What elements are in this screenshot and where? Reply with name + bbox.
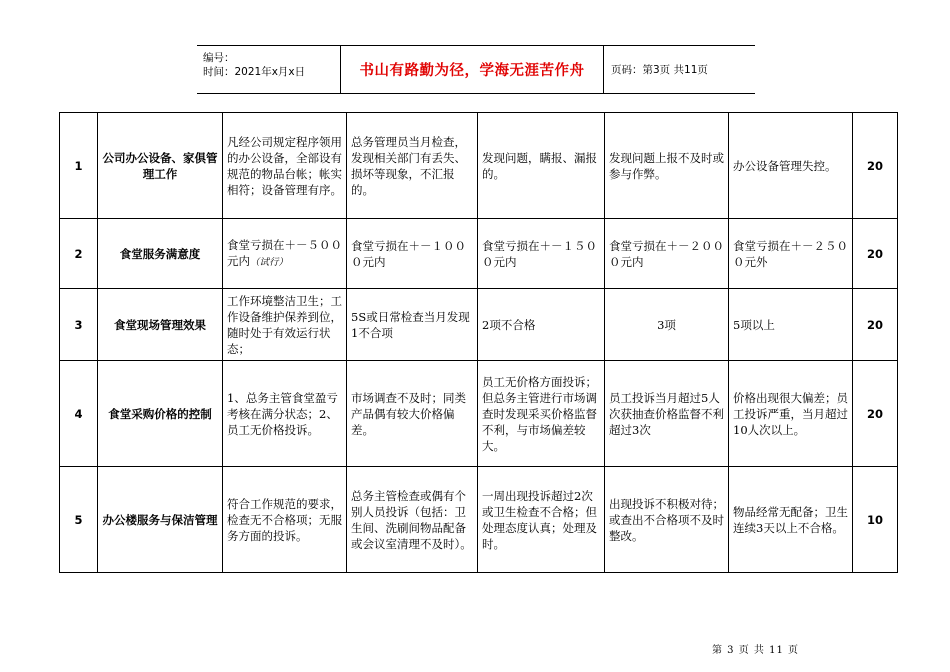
level-2-cell: 总务主管检查或偶有个别人员投诉（包括：卫生间、洗刷间物品配备或会议室清理不及时）。 — [347, 467, 478, 573]
level-2-cell: 食堂亏损在＋－１０００元内 — [347, 219, 478, 289]
page-label: 页码：第3页 共11页 — [611, 64, 708, 76]
time-label: 时间：2021年x月x日 — [203, 66, 306, 78]
row-number: 2 — [60, 219, 98, 289]
level-5-cell: 物品经常无配备；卫生连续3天以上不合格。 — [729, 467, 853, 573]
table-row — [60, 289, 898, 361]
row-number: 1 — [60, 113, 98, 219]
level-5-cell: 食堂亏损在＋－２５００元外 — [729, 219, 853, 289]
level-1-text: 食堂亏损在＋－５００元内 — [227, 237, 342, 268]
score-cell: 20 — [853, 113, 898, 219]
item-name: 食堂服务满意度 — [98, 219, 223, 289]
row-number: 5 — [60, 467, 98, 573]
page-header — [197, 45, 755, 94]
score-cell: 20 — [853, 361, 898, 467]
level-1-cell: 符合工作规范的要求，检查无不合格项；无服务方面的投诉。 — [223, 467, 347, 573]
table-row — [60, 219, 898, 289]
level-2-cell: 市场调查不及时；同类产品偶有较大价格偏差。 — [347, 361, 478, 467]
table-row — [60, 113, 898, 219]
page-footer: 第 3 页 共 11 页 — [712, 645, 799, 656]
level-5-cell: 办公设备管理失控。 — [729, 113, 853, 219]
row-number: 3 — [60, 289, 98, 361]
code-label: 编号： — [203, 52, 235, 64]
item-name: 食堂现场管理效果 — [98, 289, 223, 361]
trial-note: （试行） — [250, 256, 289, 268]
item-name: 食堂采购价格的控制 — [98, 361, 223, 467]
level-4-cell: 食堂亏损在＋－２０００元内 — [605, 219, 729, 289]
level-1-cell: 1、总务主管食堂盈亏考核在满分状态；2、员工无价格投诉。 — [223, 361, 347, 467]
level-2-cell: 5S或日常检查当月发现1不合项 — [347, 289, 478, 361]
level-3-cell: 一周出现投诉超过2次或卫生检查不合格；但处理态度认真；处理及时。 — [478, 467, 605, 573]
item-name: 公司办公设备、家俱管理工作 — [98, 113, 223, 219]
header-left — [203, 51, 338, 79]
level-2-cell: 总务管理员当月检查，发现相关部门有丢失、损坏等现象，不汇报的。 — [347, 113, 478, 219]
score-cell: 20 — [853, 219, 898, 289]
level-1-cell: 工作环境整洁卫生；工作设备维护保养到位，随时处于有效运行状态； — [223, 289, 347, 361]
assessment-table — [59, 112, 898, 573]
item-name: 办公楼服务与保洁管理 — [98, 467, 223, 573]
level-4-cell: 3项 — [605, 289, 729, 361]
table-row — [60, 361, 898, 467]
score-cell: 10 — [853, 467, 898, 573]
level-5-cell: 价格出现很大偏差；员工投诉严重，当月超过10人次以上。 — [729, 361, 853, 467]
level-5-cell: 5项以上 — [729, 289, 853, 361]
level-4-cell: 出现投诉不积极对待；或查出不合格项不及时整改。 — [605, 467, 729, 573]
level-1-cell: 凡经公司规定程序领用的办公设备，全部设有规范的物品台帐；帐实相符；设备管理有序。 — [223, 113, 347, 219]
table-row — [60, 467, 898, 573]
level-1-cell — [223, 219, 347, 289]
level-3-cell: 发现问题，瞒报、漏报的。 — [478, 113, 605, 219]
motto: 书山有路勤为径，学海无涯苦作舟 — [340, 46, 604, 93]
level-4-cell: 发现问题上报不及时或参与作弊。 — [605, 113, 729, 219]
row-number: 4 — [60, 361, 98, 467]
level-3-cell: 2项不合格 — [478, 289, 605, 361]
level-3-cell: 员工无价格方面投诉；但总务主管进行市场调查时发现采买价格监督不利，与市场偏差较大。 — [478, 361, 605, 467]
level-3-cell: 食堂亏损在＋－１５００元内 — [478, 219, 605, 289]
score-cell: 20 — [853, 289, 898, 361]
level-4-cell: 员工投诉当月超过5人次获抽查价格监督不利超过3次 — [605, 361, 729, 467]
